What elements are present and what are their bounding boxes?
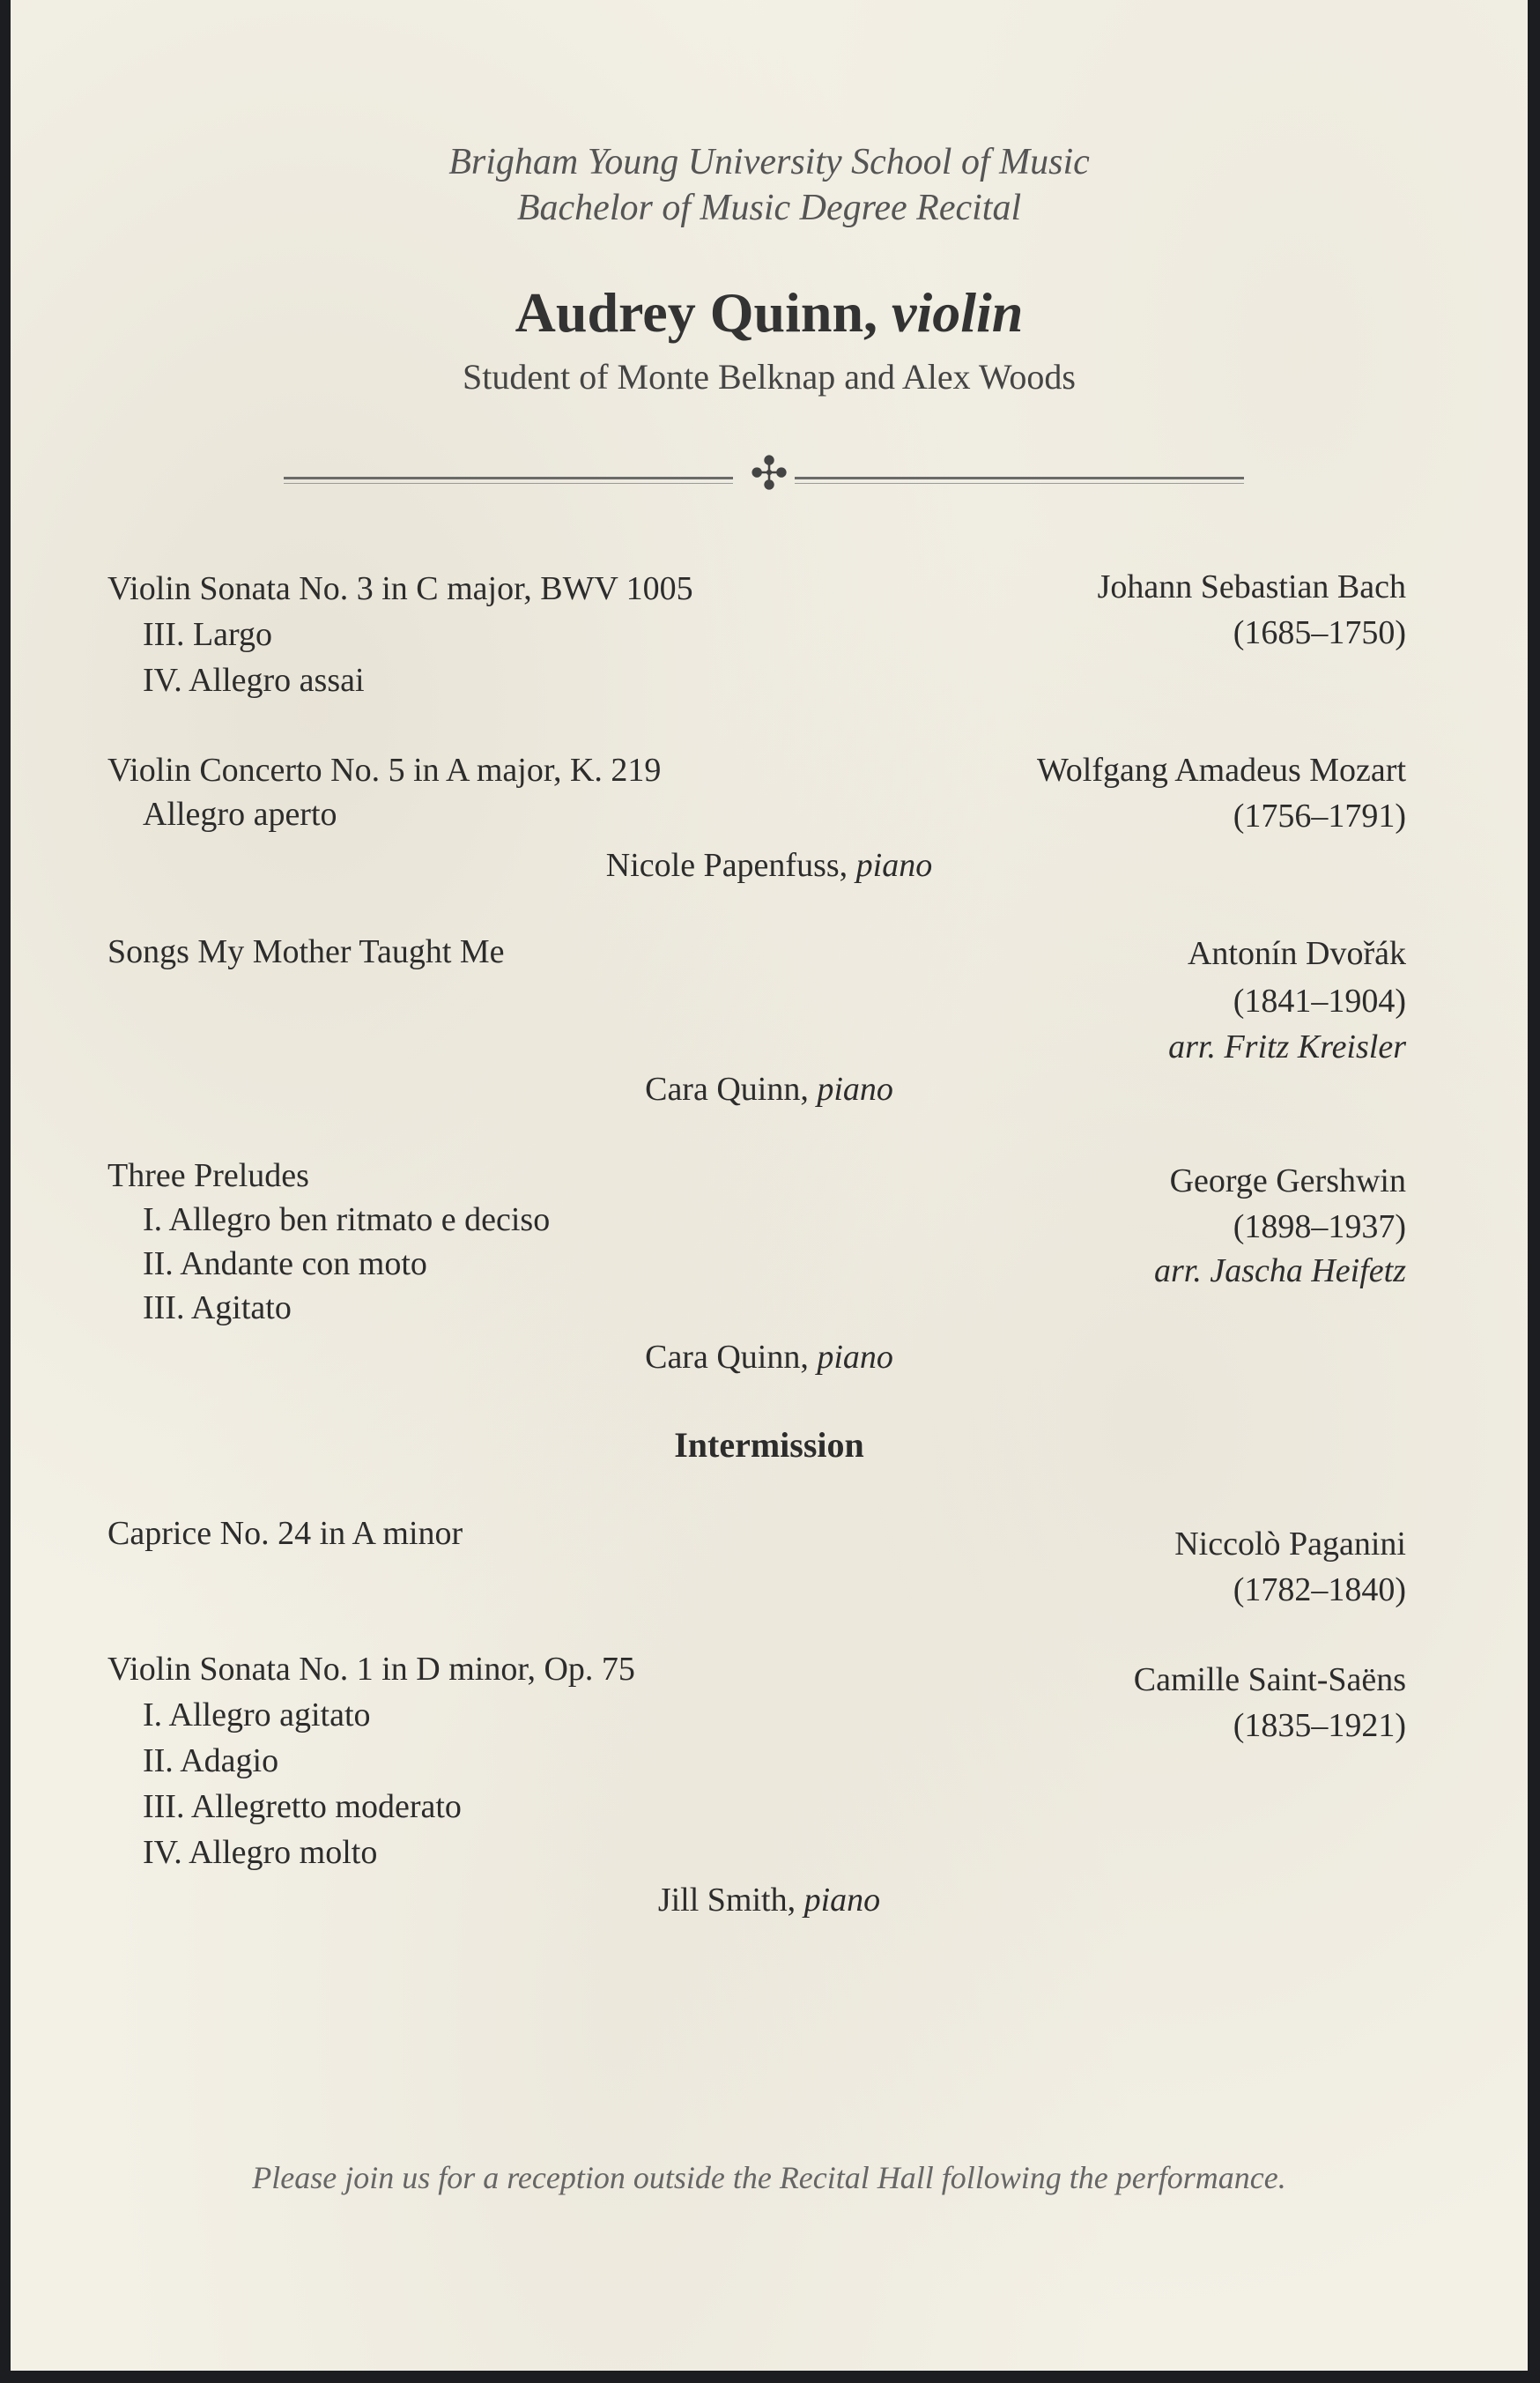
piece-title: Violin Sonata No. 3 in C major, BWV 1005 <box>107 570 693 607</box>
movement: Allegro aperto <box>143 796 337 833</box>
pianist-name: Nicole Papenfuss, <box>605 847 848 884</box>
pianist-role: piano <box>817 1339 893 1376</box>
accompanist <box>11 1070 1528 1109</box>
movement: II. Adagio <box>143 1742 279 1779</box>
movement: IV. Allegro assai <box>143 662 365 699</box>
composer-name: Johann Sebastian Bach <box>1097 568 1406 605</box>
movement: III. Allegretto moderato <box>143 1788 462 1825</box>
composer-dates: (1685–1750) <box>1233 614 1406 651</box>
piece-title: Caprice No. 24 in A minor <box>107 1515 463 1552</box>
pianist-name: Cara Quinn, <box>645 1339 809 1376</box>
school-name: Brigham Young University School of Music <box>448 142 1090 182</box>
composer-dates: (1898–1937) <box>1233 1208 1406 1245</box>
performer-name: Audrey Quinn, <box>515 281 878 344</box>
pianist-role: piano <box>855 847 933 884</box>
reception-note: Please join us for a reception outside the Recital Hall following the performance. <box>252 2160 1286 2195</box>
accompanist <box>11 1338 1528 1377</box>
composer-name: Antonín Dvořák <box>1187 935 1406 972</box>
movement: III. Largo <box>143 616 273 653</box>
composer-name: George Gershwin <box>1169 1162 1406 1199</box>
movement: I. Allegro agitato <box>143 1696 371 1733</box>
composer-name: Wolfgang Amadeus Mozart <box>1036 752 1406 789</box>
divider-right <box>795 477 1244 484</box>
ornament-icon: ✣ <box>750 449 789 500</box>
piece-title: Songs My Mother Taught Me <box>107 933 505 970</box>
pianist-name: Jill Smith, <box>657 1882 796 1919</box>
teachers-line: Student of Monte Belknap and Alex Woods <box>463 357 1076 397</box>
pianist-role: piano <box>817 1071 893 1108</box>
composer-name: Camille Saint-Saëns <box>1133 1661 1406 1698</box>
piece-title: Violin Concerto No. 5 in A major, K. 219 <box>107 752 662 789</box>
composer-dates: (1782–1840) <box>1233 1571 1406 1608</box>
pianist-name: Cara Quinn, <box>645 1071 809 1108</box>
piece-title: Three Preludes <box>107 1157 309 1194</box>
movement: I. Allegro ben ritmato e deciso <box>143 1201 551 1238</box>
performer-instrument: violin <box>892 281 1024 344</box>
recital-program <box>11 0 1528 2371</box>
composer-dates: (1756–1791) <box>1233 798 1406 835</box>
pianist-role: piano <box>803 1882 881 1919</box>
arranger: arr. Fritz Kreisler <box>1168 1028 1406 1065</box>
movement: II. Andante con moto <box>143 1245 427 1282</box>
accompanist <box>11 1881 1528 1919</box>
movement: IV. Allegro molto <box>143 1834 378 1871</box>
composer-name: Niccolò Paganini <box>1174 1526 1406 1563</box>
intermission-label: Intermission <box>674 1425 864 1465</box>
recital-type: Bachelor of Music Degree Recital <box>516 188 1022 228</box>
accompanist <box>11 846 1528 885</box>
piece-title: Violin Sonata No. 1 in D minor, Op. 75 <box>107 1651 635 1688</box>
arranger: arr. Jascha Heifetz <box>1153 1252 1406 1289</box>
performer-heading <box>11 280 1528 345</box>
composer-dates: (1841–1904) <box>1233 983 1406 1020</box>
composer-dates: (1835–1921) <box>1233 1707 1406 1744</box>
movement: III. Agitato <box>143 1289 292 1326</box>
